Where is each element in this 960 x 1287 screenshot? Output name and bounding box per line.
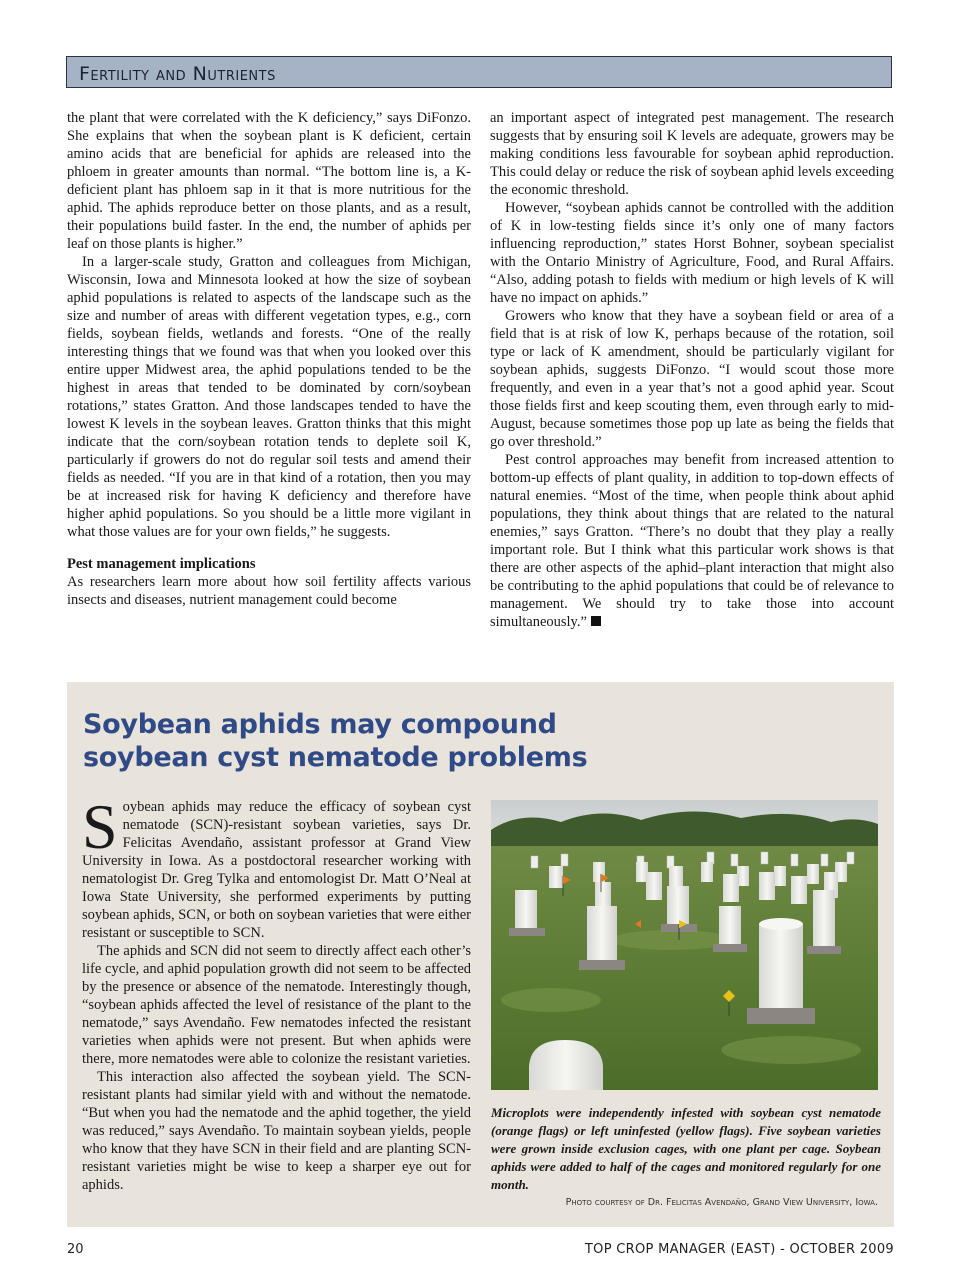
page-number: 20 bbox=[67, 1242, 84, 1257]
paragraph: As researchers learn more about how soil fertility affects various insects and diseases, nutrient management could become bbox=[67, 574, 471, 608]
photo-caption: Microplots were independently infested with soybean cyst nematode (orange flags) or left uninfested (yellow flags). Five soybean varieties were grown inside exclusion cages, with one plant per cage. Soybean aphids were added to half of the cages and monitored regularly for one month. bbox=[491, 1105, 881, 1192]
paragraph: an important aspect of integrated pest management. The research suggests that by ensuring soil K levels are adequate, growers may be making conditions less favourable for soybean aphid reproduction. This could delay or reduce the risk of soybean aphid levels exceeding the economic threshold. bbox=[490, 110, 894, 198]
paragraph-text: Pest control approaches may benefit from increased attention to bottom-up effects of plant quality, in addition to top-down effects of natural enemies. “Most of the time, when people think about aphid populations, they think about things that are related to the natural enemies,” says Gratton. “There’s no doubt that they play a really important role. But I think what this particular work shows is that there are other aspects of the aphid–plant interaction that might also be contributing to the aphid populations that could be of relevance to management. We should try to take those into account simultaneously.” bbox=[490, 452, 894, 630]
sidebar-text bbox=[82, 791, 471, 1194]
paragraph bbox=[82, 791, 471, 942]
field-photo-image bbox=[491, 800, 878, 1090]
paragraph: In a larger-scale study, Gratton and colleagues from Michigan, Wisconsin, Iowa and Minnesota looked at how the size of soybean aphid populations is related to aspects of the landscape such as the size and number of areas with different vegetation types, e.g., corn fields, soybean fields, wetlands and forests. “One of the really interesting things that we found was that when you looked over this entire upper Midwest area, the aphid populations tended to be the highest in areas that tended to be dominated by corn/soybean rotations,” states Gratton. And those landscapes tended to have the lowest K levels in the soybean leaves. Gratton thinks that this might indicate that the corn/soybean rotation tends to deplete soil K, particularly if growers do not do regular soil tests and amend their fields as needed. “If you are in that kind of a rotation, then you may be at increased risk for having K deficiency and therefore have higher aphid populations. So you should be a little more vigilant in what those values are for your own fields,” he suggests. bbox=[67, 254, 471, 540]
sidebar-box bbox=[67, 682, 894, 1227]
dropcap: S bbox=[82, 791, 118, 862]
section-title: Fertility and Nutrients bbox=[79, 63, 276, 85]
field-photo bbox=[491, 800, 878, 1090]
end-mark-icon bbox=[591, 616, 601, 626]
article-right-column bbox=[490, 109, 894, 631]
article-left-column bbox=[67, 109, 471, 609]
paragraph: the plant that were correlated with the K deficiency,” says DiFonzo. She explains that when the soybean plant is K deficient, certain amino acids that are beneficial for aphids are released into the phloem in greater amounts than normal. “The bottom line is, a K-deficient plant has phloem sap in it that is more nutritious for the aphid. The aphids reproduce better on those plants, and as a result, their populations build faster. In the end, the number of aphids per leaf on those plants is higher.” bbox=[67, 110, 471, 252]
paragraph-last bbox=[490, 451, 894, 631]
sidebar-title: Soybean aphids may compound soybean cyst nematode problems bbox=[83, 709, 588, 773]
paragraph: The aphids and SCN did not seem to directly affect each other’s life cycle, and aphid population growth did not seem to be affected by the presence or absence of the nematode. Interestingly though, “soybean aphids affected the level of resistance of the plant to the nematode,” says Avendaño. Few nematodes infected the resistant varieties when aphids were not present. But when aphids were there, more nematodes were able to colonize the resistant varieties. bbox=[82, 943, 471, 1067]
magazine-footer: TOP CROP MANAGER (EAST) - OCTOBER 2009 bbox=[584, 1242, 894, 1257]
paragraph: Growers who know that they have a soybean field or area of a field that is at risk of low K, perhaps because of the rotation, soil type or lack of K amendment, should be particularly vigilant for soybean aphids, suggests DiFonzo. “I would scout those more frequently, and even in a year that’s not a good aphid year. Scout those fields first and keep scouting them, even through early to mid-August, because sometimes those pop up late as being the fields that go over threshold.” bbox=[490, 308, 894, 450]
paragraph-text: oybean aphids may reduce the efficacy of soybean cyst nematode (SCN)-resistant soybean varieties, says Dr. Felicitas Avendaño, assistant professor at Grand View University in Iowa. As a postdoctoral researcher working with nematologist Dr. Greg Tylka and entomologist Dr. Matt O’Neal at Iowa State University, she performed experiments by putting soybean aphids, SCN, or both on soybean varieties that were either resistant or susceptible to SCN. bbox=[82, 799, 471, 941]
subheading: Pest management implications bbox=[67, 556, 256, 572]
paragraph: However, “soybean aphids cannot be controlled with the addition of K in low-testing fields since it’s only one of many factors influencing reproduction,” states Horst Bohner, soybean specialist with the Ontario Ministry of Agriculture, Food, and Rural Affairs. “Also, adding potash to fields with medium or high levels of K will have no impact on aphids.” bbox=[490, 200, 894, 306]
section-banner bbox=[66, 56, 892, 88]
photo-credit: Photo courtesy of Dr. Felicitas Avendaño, Grand View University, Iowa. bbox=[565, 1197, 878, 1208]
paragraph: This interaction also affected the soybean yield. The SCN-resistant plants had similar yield with and without the nematode. “But when you had the nematode and the aphid together, the yield was reduced,” says Avendaño. To maintain soybean yields, people who know that they have SCN in their field and are planting SCN-resistant varieties might be wise to keep a sharper eye out for aphids. bbox=[82, 1069, 471, 1193]
